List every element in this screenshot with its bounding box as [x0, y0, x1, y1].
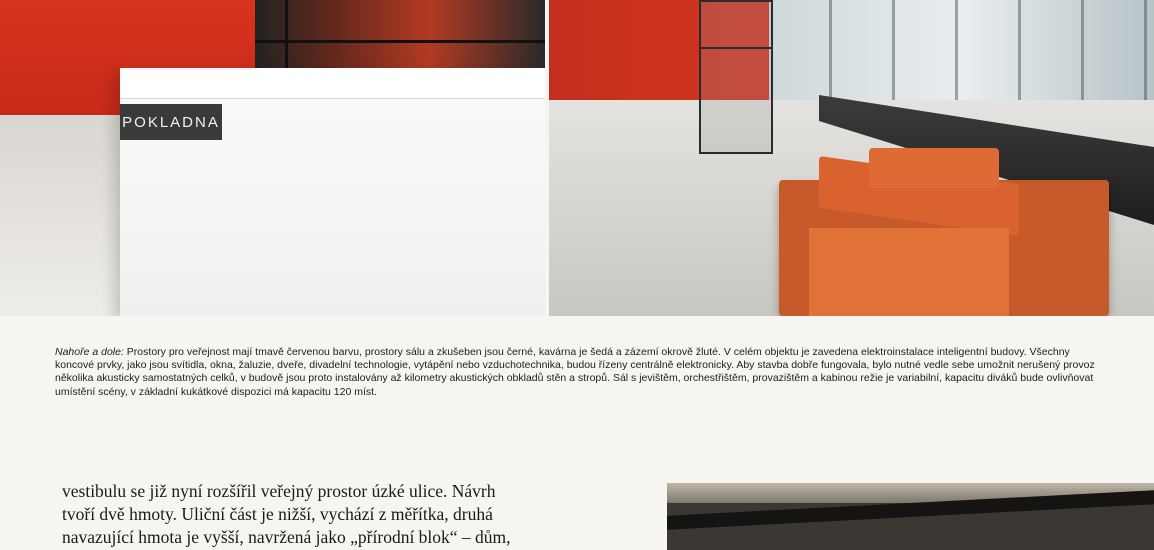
- pokladna-sign: POKLADNA: [120, 104, 222, 140]
- article-body: [62, 480, 622, 549]
- caption-text: Prostory pro veřejnost mají tmavě červenou barvu, prostory sálu a zkušeben jsou černé, kavárna je šedá a zázemí okrově žluté. V celém objektu je zavedena elektroinstalace inteligentní budovy. Všechny koncové prvky, jako jsou svítidla, okna, žaluzie, dveře, divadelní technologie, vytápění nebo vzduchotechnika, budou řízeny centrálně elektronicky. Aby stavba dobře fungovala, bylo nutné vedle sebe umožnit nerušený provoz několika akusticky samostatných celků, v budově jsou proto instalovány až kilometry akustických obkladů stěn a stropů. Sál s jevištěm, orchestřištěm, provazištěm a kabinou režie je variabilní, kapacitu diváků bude ovlivňovat umístění scény, v základní kukátkové dispozici má kapacitu 120 míst.: [55, 346, 1095, 398]
- body-line: vestibulu se již nyní rozšířil veřejný prostor úzké ulice. Návrh: [62, 481, 496, 501]
- counter-top: [120, 68, 545, 99]
- glass-lift-shaft: [699, 0, 773, 154]
- body-line: tvoří dvě hmoty. Uliční část je nižší, vychází z měřítka, druhá: [62, 504, 493, 524]
- photo-lobby: [549, 0, 1154, 316]
- body-line: navazující hmota je vyšší, navržená jako „přírodní blok“ – dům,: [62, 527, 511, 547]
- photo-interior-ceiling: [667, 483, 1154, 550]
- sofa-seat: [809, 228, 1009, 316]
- photo-caption: [55, 346, 1095, 399]
- caption-lead: Nahoře a dole:: [55, 346, 124, 358]
- photo-box-office: [0, 0, 545, 316]
- sofa-backrest-cross: [869, 148, 999, 188]
